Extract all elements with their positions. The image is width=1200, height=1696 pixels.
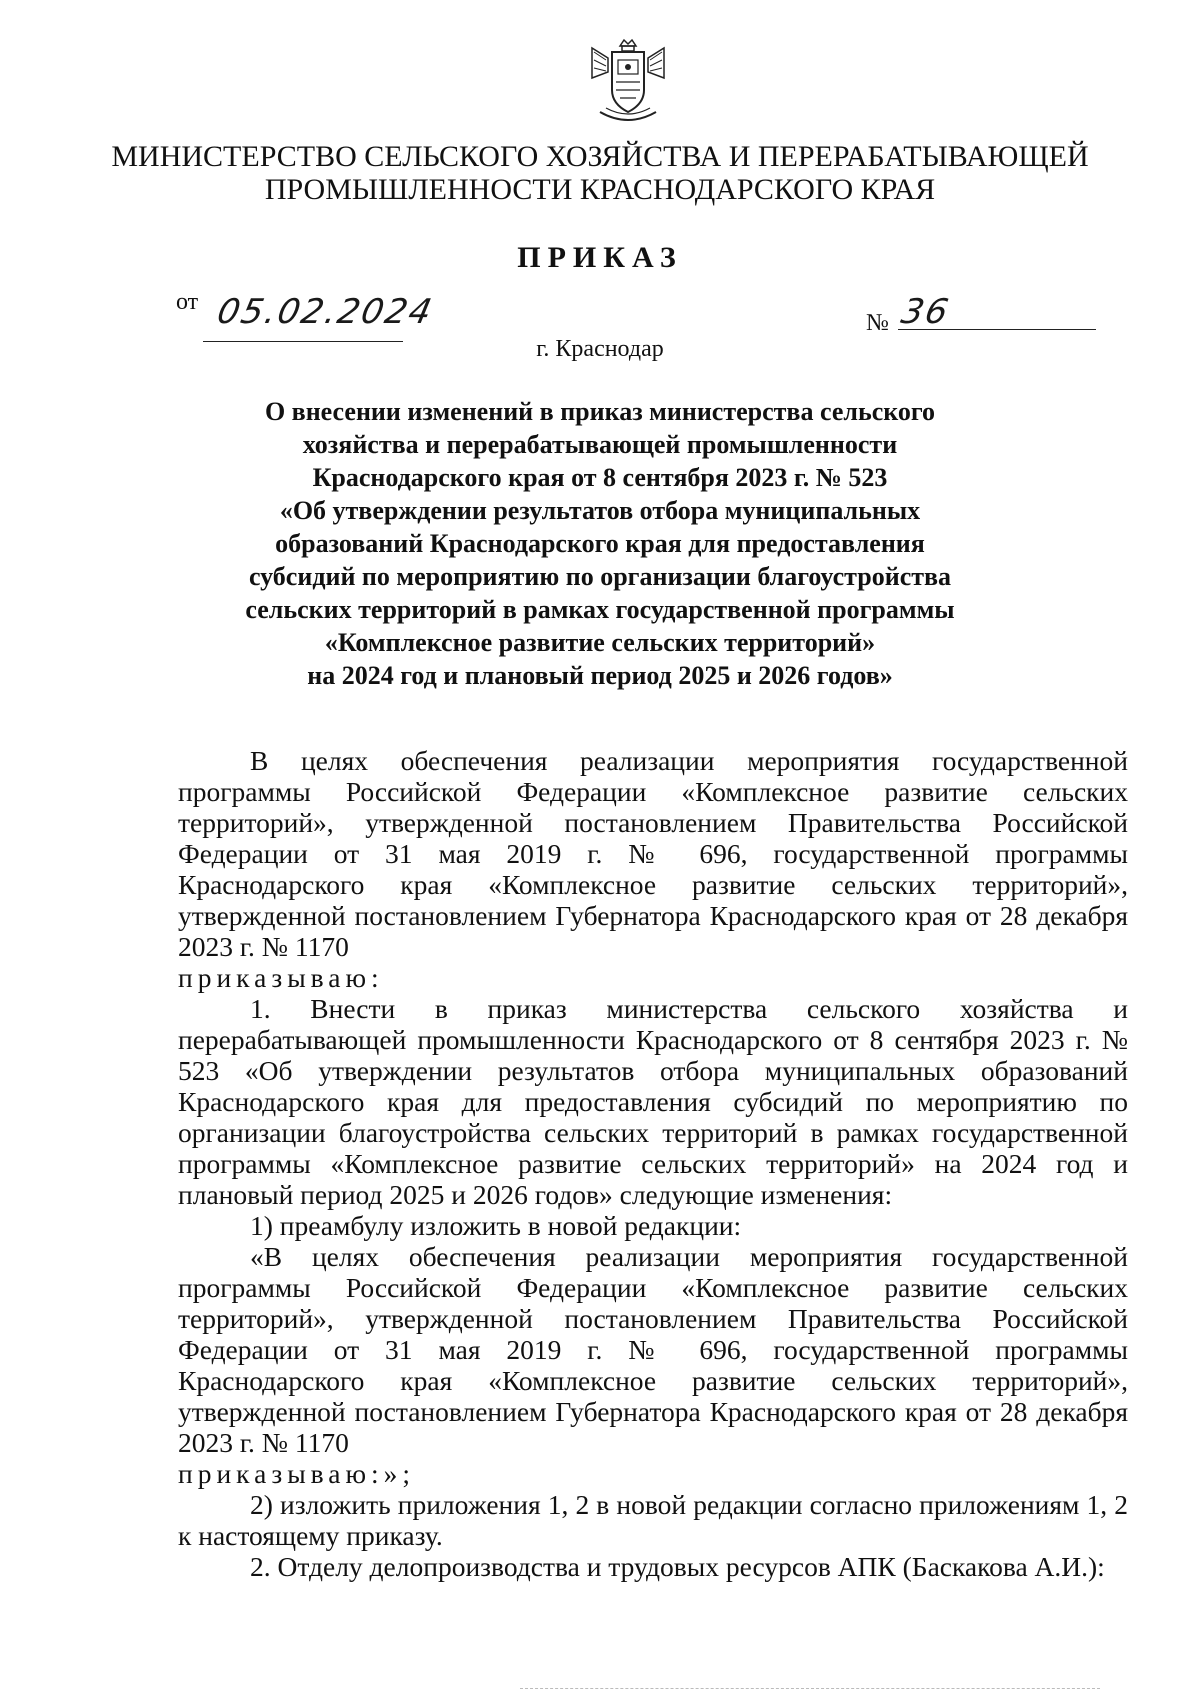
title-line: хозяйства и перерабатывающей промышленности (302, 430, 898, 459)
clause-2-paragraph: 2. Отделу делопроизводства и трудовых ресурсов АПК (Баскакова А.И.): (250, 1551, 1105, 1582)
ministry-name (0, 140, 1200, 206)
title-line: сельских территорий в рамках государственной программы (245, 595, 955, 624)
new-preamble-paragraph: «В целях обеспечения реализации мероприятия государственной программы Российской Федерации «Комплексное развитие сельских территорий», утвержденной постановлением Правительства Российской Федерации от 31 мая 2019 г. № 696, государственной программы Краснодарского края «Комплексное развитие сельских территорий», утвержденной постановлением Губернатора Краснодарского края от 28 декабря 2023 г. № 1170 (178, 1241, 1128, 1458)
title-line: Краснодарского края от 8 сентября 2023 г. № 523 (312, 463, 888, 492)
handwritten-date: 05.02.2024 (213, 292, 437, 332)
clause-1-paragraph: 1. Внести в приказ министерства сельского хозяйства и перерабатывающей промышленности Краснодарского от 8 сентября 2023 г. № 523 «Об утверждении результатов отбора муниципальных образований Краснодарского края для предоставления субсидий по мероприятию по организации благоустройства сельских территорий в рамках государственной программы «Комплексное развитие сельских территорий» на 2024 год и плановый период 2025 и 2026 годов» следующие изменения: (178, 993, 1128, 1210)
preamble-paragraph: В целях обеспечения реализации мероприятия государственной программы Российской Федерации «Комплексное развитие сельских территорий», утвержденной постановлением Правительства Российской Федерации от 31 мая 2019 г. № 696, государственной программы Краснодарского края «Комплексное развитие сельских территорий», утвержденной постановлением Губернатора Краснодарского края от 28 декабря 2023 г. № 1170 (178, 745, 1128, 962)
title-line: «Об утверждении результатов отбора муниципальных (279, 496, 921, 525)
handwritten-number: 36 (897, 292, 954, 332)
document-body (178, 745, 1128, 1582)
title-line: на 2024 год и плановый период 2025 и 2026 годов» (307, 661, 893, 690)
title-line: образований Краснодарского края для предоставления (275, 529, 925, 558)
date-prefix: от (176, 289, 199, 315)
ministry-line-1: МИНИСТЕРСТВО СЕЛЬСКОГО ХОЗЯЙСТВА И ПЕРЕРАБАТЫВАЮЩЕЙ (111, 140, 1089, 173)
number-prefix: № (866, 310, 889, 336)
document-type: ПРИКАЗ (517, 241, 683, 274)
document-title (0, 395, 1200, 692)
subclause-2-paragraph: 2) изложить приложения 1, 2 в новой редакции согласно приложениям 1, 2 к настоящему приказу. (178, 1489, 1128, 1551)
coat-of-arms-emblem (578, 38, 678, 128)
city: г. Краснодар (536, 336, 664, 362)
title-line: «Комплексное развитие сельских территорий» (324, 628, 876, 657)
order-word: приказываю: (178, 962, 384, 993)
ministry-line-2: ПРОМЫШЛЕННОСТИ КРАСНОДАРСКОГО КРАЯ (264, 173, 936, 206)
new-order-word: приказываю:»; (178, 1458, 416, 1489)
title-line: О внесении изменений в приказ министерства сельского (264, 397, 936, 426)
title-line: субсидий по мероприятию по организации благоустройства (248, 562, 952, 591)
subclause-1-paragraph: 1) преамбулу изложить в новой редакции: (250, 1210, 742, 1241)
scan-edge-line (520, 1688, 1100, 1690)
